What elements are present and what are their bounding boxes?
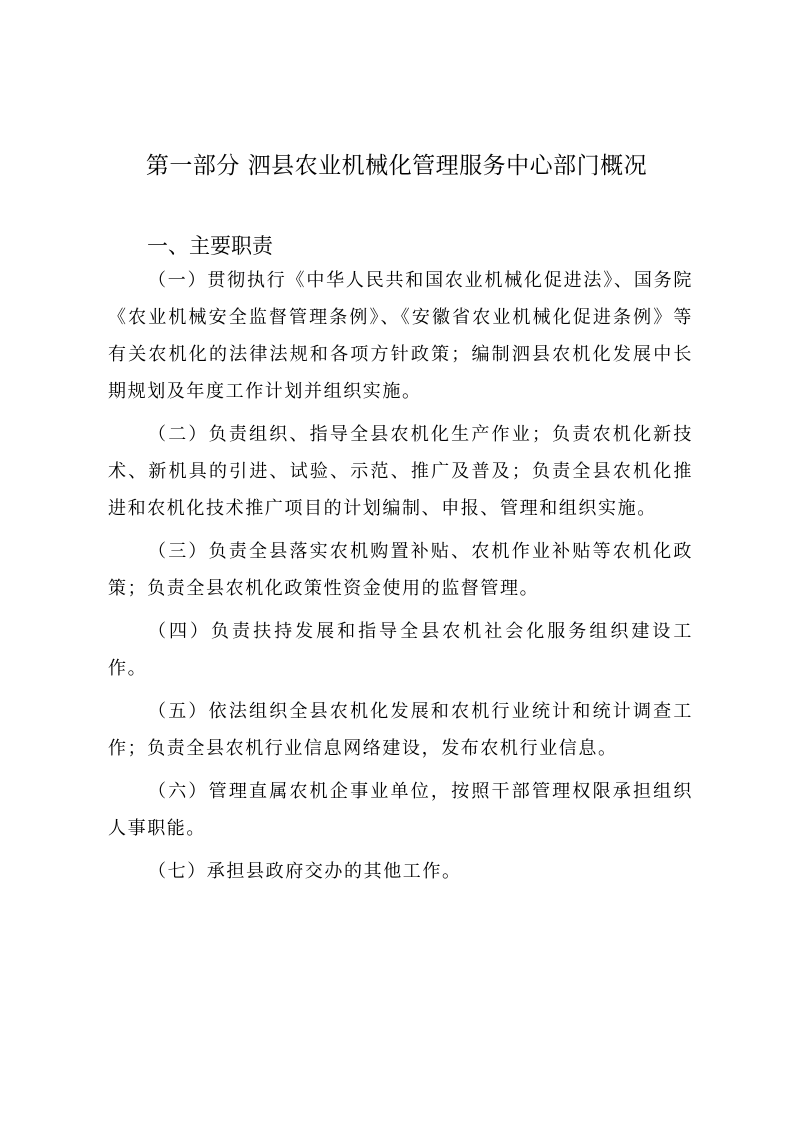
duty-paragraph-7: （七）承担县政府交办的其他工作。 <box>148 861 462 882</box>
document-title: 第一部分 泗县农业机械化管理服务中心部门概况 <box>145 153 648 179</box>
duty-paragraph-1: （一）贯彻执行《中华人民共和国农业机械化促进法》、国务院《农业机械安全监督管理条例》、《安徽省农业机械化促进条例》等有关农机化的法律法规和各项方针政策；编制泗县农机化发展中长期规划及年度工作计划并组织实施。 <box>108 270 693 402</box>
duty-paragraph-2: （二）负责组织、指导全县农机化生产作业；负责农机化新技术、新机具的引进、试验、示范、推广及普及；负责全县农机化推进和农机化技术推广项目的计划编制、申报、管理和组织实施。 <box>108 424 693 519</box>
document-body <box>108 262 693 896</box>
duty-paragraph-4: （四）负责扶持发展和指导全县农机社会化服务组织建设工作。 <box>108 621 693 679</box>
duty-paragraph-5: （五）依法组织全县农机化发展和农机行业统计和统计调查工作；负责全县农机行业信息网络建设，发布农机行业信息。 <box>108 701 693 759</box>
duty-paragraph-3: （三）负责全县落实农机购置补贴、农机作业补贴等农机化政策；负责全县农机化政策性资金使用的监督管理。 <box>108 541 693 599</box>
section-heading: 一、主要职责 <box>147 234 273 258</box>
duty-paragraph-6: （六）管理直属农机企事业单位，按照干部管理权限承担组织人事职能。 <box>108 781 693 839</box>
